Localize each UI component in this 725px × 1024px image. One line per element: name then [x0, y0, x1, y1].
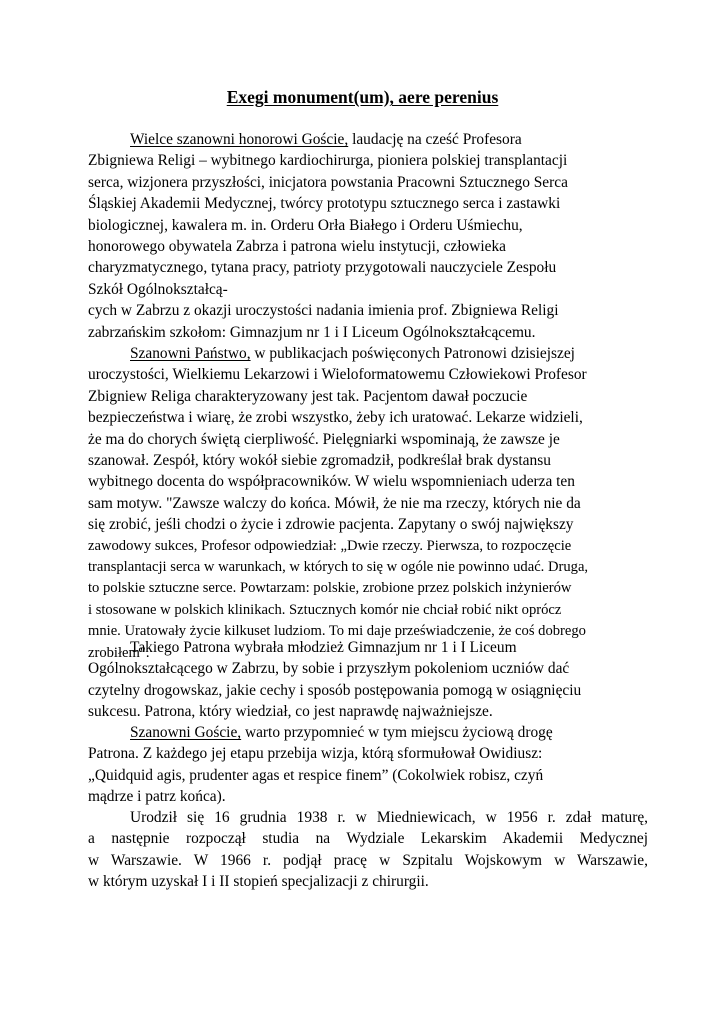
paragraph-1	[88, 129, 648, 343]
paragraph-line: mnie. Uratowały życie kilkuset ludziom. To mi daje przeświadczenie, że coś dobrego	[88, 623, 586, 640]
paragraph-line: zawodowy sukces, Profesor odpowiedział: „Dwie rzeczy. Pierwsza, to rozpoczęcie	[88, 537, 572, 554]
paragraph-line: „Quidquid agis, prudenter agas et respice finem” (Cokolwiek robisz, czyń	[88, 766, 544, 784]
salutation: Szanowni Goście,	[130, 724, 242, 741]
paragraph-line: a następnie rozpoczął studia na Wydziale Lekarskim Akademii Medycznej	[88, 830, 648, 848]
paragraph-line: Takiego Patrona wybrała młodzież Gimnazjum nr 1 i I Liceum	[130, 639, 517, 656]
paragraph-line: zabrzańskim szkołom: Gimnazjum nr 1 i I Liceum Ogólnokształcącemu.	[88, 323, 536, 341]
paragraph-line: uroczystości, Wielkiemu Lekarzowi i Wieloformatowemu Człowiekowi Profesor	[88, 366, 587, 384]
paragraph-line: sam motyw. "Zawsze walczy do końca. Mówił, że nie ma rzeczy, których nie da	[88, 494, 581, 512]
paragraph-line: Urodził się 16 grudnia 1938 r. w Miedniewicach, w 1956 r. zdał maturę,	[130, 809, 648, 826]
paragraph-line: Śląskiej Akademii Medycznej, twórcy prototypu sztucznego serca i zastawki	[88, 195, 561, 213]
paragraph-line: to polskie sztuczne serce. Powtarzam: polskie, zrobione przez polskich inżynierów	[88, 580, 572, 597]
paragraph-line: charyzmatycznego, tytana pracy, patrioty przygotowali nauczyciele Zespołu	[88, 259, 557, 277]
paragraph-4	[88, 722, 648, 808]
paragraph-line: Szkół Ogólnokształcą-	[88, 280, 228, 298]
document-title	[0, 86, 725, 108]
paragraph-line: mądrze i patrz końca).	[88, 788, 226, 806]
paragraph-line: bezpieczeństwa i wiarę, że zrobi wszystko, żeby ich uratować. Lekarze widzieli,	[88, 409, 583, 427]
paragraph-line: że ma do chorych świętą cierpliwość. Pielęgniarki wspominają, że zawsze je	[88, 430, 560, 448]
paragraph-line: Zbigniewa Religi – wybitnego kardiochirurga, pioniera polskiej transplantacji	[88, 152, 568, 170]
paragraph-line: serca, wizjonera przyszłości, inicjatora powstania Pracowni Sztucznego Serca	[88, 173, 568, 191]
title-text: Exegi monument(um), aere perenius	[226, 87, 499, 107]
paragraph-line: biologicznej, kawalera m. in. Orderu Orła Białego i Orderu Uśmiechu,	[88, 216, 523, 234]
paragraph-line: transplantacji serca w warunkach, w których to się w ogóle nie powinno udać. Druga,	[88, 559, 589, 576]
paragraph-line: cych w Zabrzu z okazji uroczystości nadania imienia prof. Zbigniewa Religi	[88, 302, 559, 320]
paragraph-line: Ogólnokształcącego w Zabrzu, by sobie i przyszłym pokoleniom uczniów dać	[88, 660, 570, 678]
paragraph-line: Szanowni Państwo, w publikacjach poświęconych Patronowi dzisiejszej	[130, 345, 575, 362]
paragraph-line: zrobiłem".	[88, 644, 150, 661]
paragraph-line: się zrobić, jeśli chodzi o życie i zdrowie pacjenta. Zapytany o swój największy	[88, 516, 574, 534]
paragraph-line: wybitnego docenta do współpracowników. W wielu wspomnieniach uderza ten	[88, 473, 575, 491]
paragraph-2	[88, 343, 648, 664]
salutation: Wielce szanowni honorowi Goście,	[130, 131, 349, 148]
paragraph-line: Patrona. Z każdego jej etapu przebija wizja, którą sformułował Owidiusz:	[88, 745, 543, 763]
paragraph-line: i stosowane w polskich klinikach. Sztucznych komór nie chciał robić nikt oprócz	[88, 601, 562, 618]
paragraph-line: sukcesu. Patrona, który wiedział, co jest naprawdę najważniejsze.	[88, 703, 493, 721]
paragraph-line: Szanowni Goście, warto przypomnieć w tym miejscu życiową drogę	[130, 724, 553, 741]
paragraph-3	[88, 637, 648, 723]
paragraph-line: w którym uzyskał I i II stopień specjalizacji z chirurgii.	[88, 873, 429, 891]
salutation: Szanowni Państwo,	[130, 345, 251, 362]
paragraph-line: czytelny drogowskaz, jakie cechy i sposób postępowania pomogą w osiągnięciu	[88, 681, 582, 699]
paragraph-line: w Warszawie. W 1966 r. podjął pracę w Szpitalu Wojskowym w Warszawie,	[88, 851, 648, 869]
paragraph-line: honorowego obywatela Zabrza i patrona wielu instytucji, człowieka	[88, 238, 506, 256]
paragraph-line: szanował. Zespół, który wokół siebie zgromadził, podkreślał brak dystansu	[88, 452, 551, 470]
paragraph-line: Wielce szanowni honorowi Goście, laudację na cześć Profesora	[130, 131, 522, 148]
paragraph-line: Zbigniew Religa charakteryzowany jest tak. Pacjentom dawał poczucie	[88, 387, 528, 405]
paragraph-5	[88, 807, 648, 893]
